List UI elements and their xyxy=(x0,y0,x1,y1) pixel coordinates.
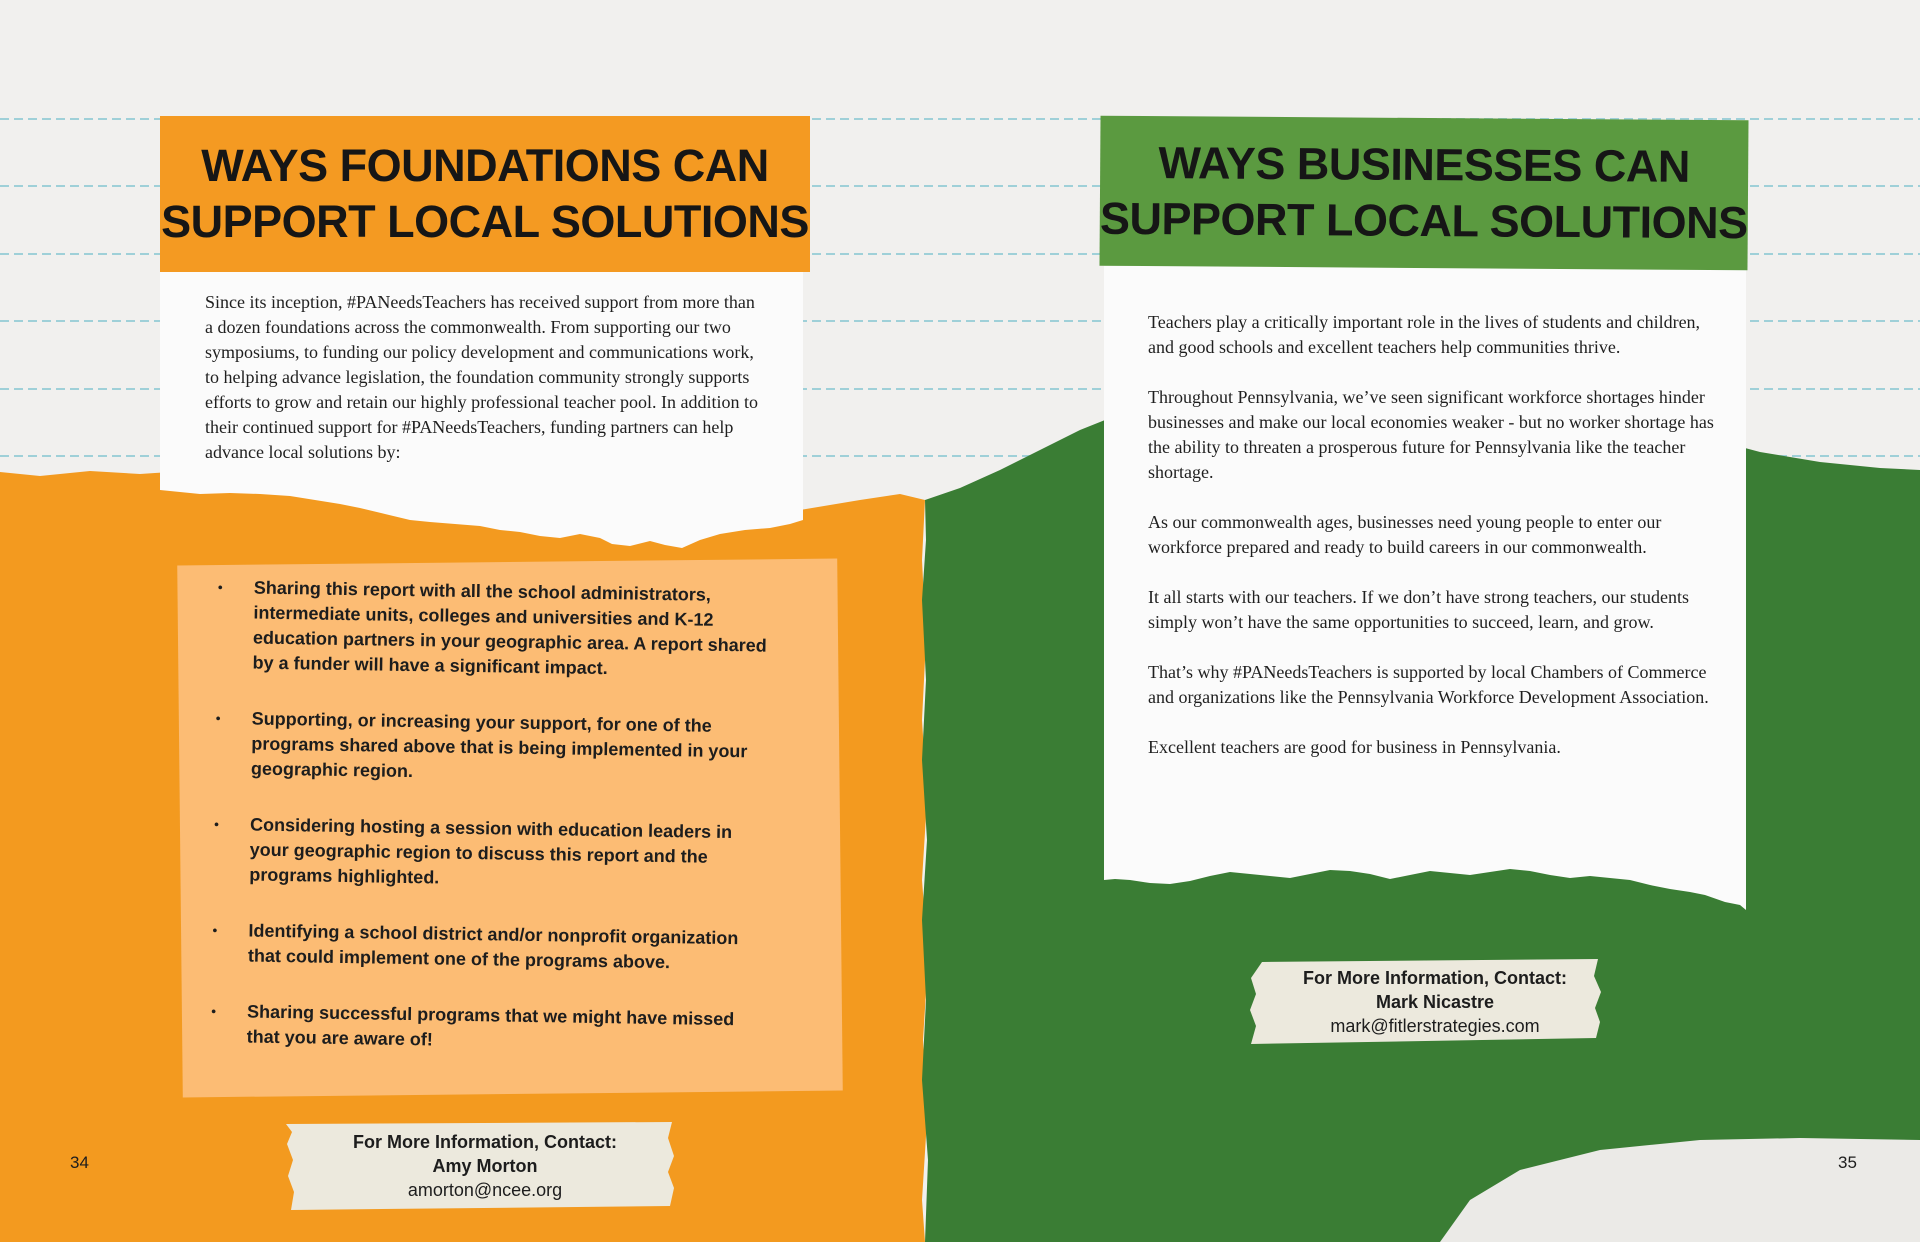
businesses-paragraph: That’s why #PANeedsTeachers is supported by local Chambers of Commerce and organizations like the Pennsylvania Workforce Development Association. xyxy=(1148,662,1709,707)
page-number-right: 35 xyxy=(1838,1153,1857,1172)
foundations-title-line1: WAYS FOUNDATIONS CAN xyxy=(201,140,769,191)
bullet-item: • Identifying a school district and/or nonprofit organization that could implement one of the programs above. xyxy=(212,918,773,977)
businesses-body xyxy=(1148,310,1718,785)
contact-label: For More Information, Contact: xyxy=(1303,968,1567,988)
bullet-item: • Supporting, or increasing your support, for one of the programs shared above that is being implemented in your geographic region. xyxy=(215,706,776,790)
contact-email[interactable]: amorton@ncee.org xyxy=(407,1180,563,1200)
businesses-paragraph: Teachers play a critically important role in the lives of students and children, and good schools and excellent teachers help communities thrive. xyxy=(1148,312,1701,357)
contact-name: Amy Morton xyxy=(432,1156,538,1176)
businesses-paragraph: Throughout Pennsylvania, we’ve seen significant workforce shortages hinder businesses and make our local economies weaker - but no worker shortage has the ability to threaten a prosperous future for Pennsylvania like the teacher shortage. xyxy=(1148,387,1714,482)
foundations-title xyxy=(160,116,810,272)
businesses-title xyxy=(1099,116,1748,271)
foundations-contact xyxy=(300,1130,670,1202)
bullet-item: • Considering hosting a session with education leaders in your geographic region to discuss this report and the programs highlighted. xyxy=(213,812,774,896)
bullet-item: • Sharing this report with all the school administrators, intermediate units, colleges and universities and K-12 education partners in your geographic area. A report shared by a funder will have a significant impact. xyxy=(216,575,778,684)
businesses-paragraph: It all starts with our teachers. If we don’t have strong teachers, our students simply won’t have the same opportunities to succeed, learn, and grow. xyxy=(1148,587,1690,632)
contact-email[interactable]: mark@fitlerstrategies.com xyxy=(1330,1016,1540,1036)
contact-name: Mark Nicastre xyxy=(1375,992,1495,1012)
contact-label: For More Information, Contact: xyxy=(353,1132,617,1152)
businesses-paragraph: Excellent teachers are good for business in Pennsylvania. xyxy=(1148,737,1561,757)
businesses-title-line1: WAYS BUSINESSES CAN xyxy=(1158,137,1691,192)
foundations-intro: Since its inception, #PANeedsTeachers has received support from more than a dozen foundations across the commonwealth. From supporting our two symposiums, to funding our policy development and communications work, to helping advance legislation, the foundation community strongly supports efforts to grow and retain our highly professional teacher pool. In addition to their continued support for #PANeedsTeachers, funding partners can help advance local solutions by: xyxy=(205,292,759,462)
businesses-paragraph: As our commonwealth ages, businesses need young people to enter our workforce prepared and ready to build careers in our commonwealth. xyxy=(1148,512,1662,557)
foundations-title-line2: SUPPORT LOCAL SOLUTIONS xyxy=(161,196,809,247)
page-number-left: 34 xyxy=(70,1153,89,1172)
businesses-contact xyxy=(1250,966,1620,1038)
foundations-bullet-list xyxy=(210,575,778,1089)
businesses-title-line2: SUPPORT LOCAL SOLUTIONS xyxy=(1099,192,1748,249)
bullet-item: • Sharing successful programs that we might have missed that you are aware of! xyxy=(211,999,772,1058)
